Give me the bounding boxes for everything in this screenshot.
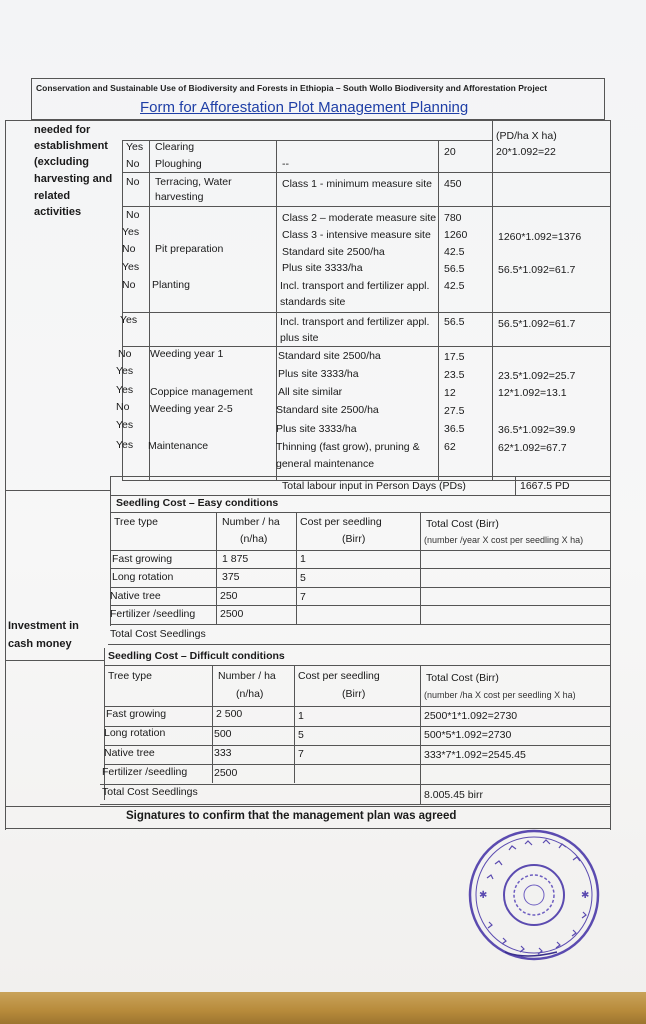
label-related: related xyxy=(34,190,71,202)
label-investment: Investment in xyxy=(8,620,79,632)
label-establishment: establishment xyxy=(34,140,108,152)
label-activities: activities xyxy=(34,206,82,218)
label-needed-for: needed for xyxy=(34,124,91,136)
svg-text:✱: ✱ xyxy=(479,890,488,901)
outer-left-border xyxy=(5,120,6,830)
svg-text:✱: ✱ xyxy=(581,890,590,901)
label-cash-money: cash money xyxy=(8,638,72,650)
form-title: Form for Afforestation Plot Management Planning xyxy=(140,99,469,116)
signatures-label: Signatures to confirm that the management plan was agreed xyxy=(126,810,457,822)
total-labour-value: 1667.5 PD xyxy=(520,480,570,492)
official-stamp xyxy=(465,826,603,964)
label-excluding: (excluding xyxy=(34,156,90,168)
project-title: Conservation and Sustainable Use of Biodiversity and Forests in Ethiopia – South Wollo Biodiversity and Afforestation Project xyxy=(36,83,548,93)
difficult-total-value: 8.005.45 birr xyxy=(424,789,483,801)
outer-right-border xyxy=(610,120,611,830)
form-paper: Conservation and Sustainable Use of Biodiversity and Forests in Ethiopia – South Wollo Biodiversity and Afforestation Project Form for Afforestation Plot Management Planning needed for establishment (excluding harvesting and related activities Investment in cash money Yes Clearing 20 (PD/ha X ha) No Ploughing -- 20*1.092=22 No Terracing, Water harvesting Class 1 - minimum measure site 450 No Class 2 – moderate measure site 780 Yes Class 3 - intensive measure site 1260 1260*1.092=1376 No Pit preparation Standard site 2500/ha 42.5 Yes Plus site 3333/ha 56.5 56.5*1.092=61.7 No Planting Incl. transport and fertilizer appl. standards site 42.5 Yes Incl. transport and fertilizer appl. plus site 56.5 56.5*1.092=61.7 No Weeding year 1 Standard site 2500/ha 17.5 Yes Plus site 3333/ha 23.5 23.5*1.092=25.7 Yes Coppice management All site similar 12 12*1.092=13.1 No Weeding year 2-5 Standard site 2500/ha 27.5 Yes Plus site 3333/ha 36.5 36.5*1.092=39.9 Yes Maintenance Thinning (fast grow), pruning & general maintenance 62 62*1.092=67.7 Total labour input in Person Days (PDs) 1667.5 PD Seedling Cost – Easy conditions Tree type Number / ha (n/ha) Cost per seedling (Birr) Total Cost (Birr) (number /year X cost per seedling X ha) Fast growing 1 875 1 Long rotation 375 5 Native tree 250 7 Fertilizer /seedling 2500 Total Cost Seedlings Seedling Cost – Difficult conditions Tree type Number / ha (n/ha) Cost per seedling (Birr) Total Cost (Birr) (number /ha X cost per seedling X ha) Fast growing 2 500 1 2500*1*1.092=2730 Long rotation 500 5 500*5*1.092=2730 Native tree 333 7 333*7*1.092=2545.45 Fertilizer /seedling 2500 Total Cost Seedlings 8.005.45 birr Signatures to confirm that the management plan was agreed ✱ ✱ xyxy=(0,0,646,1005)
table-surface xyxy=(0,992,646,1024)
easy-total-label: Total Cost Seedlings xyxy=(110,628,206,640)
label-harvesting: harvesting and xyxy=(34,173,113,185)
easy-title: Seedling Cost – Easy conditions xyxy=(116,497,279,509)
difficult-title: Seedling Cost – Difficult conditions xyxy=(108,650,285,662)
difficult-total-label: Total Cost Seedlings xyxy=(102,786,198,798)
form-header xyxy=(31,78,605,120)
top-border xyxy=(5,120,610,121)
total-labour-label: Total labour input in Person Days (PDs) xyxy=(282,480,466,492)
